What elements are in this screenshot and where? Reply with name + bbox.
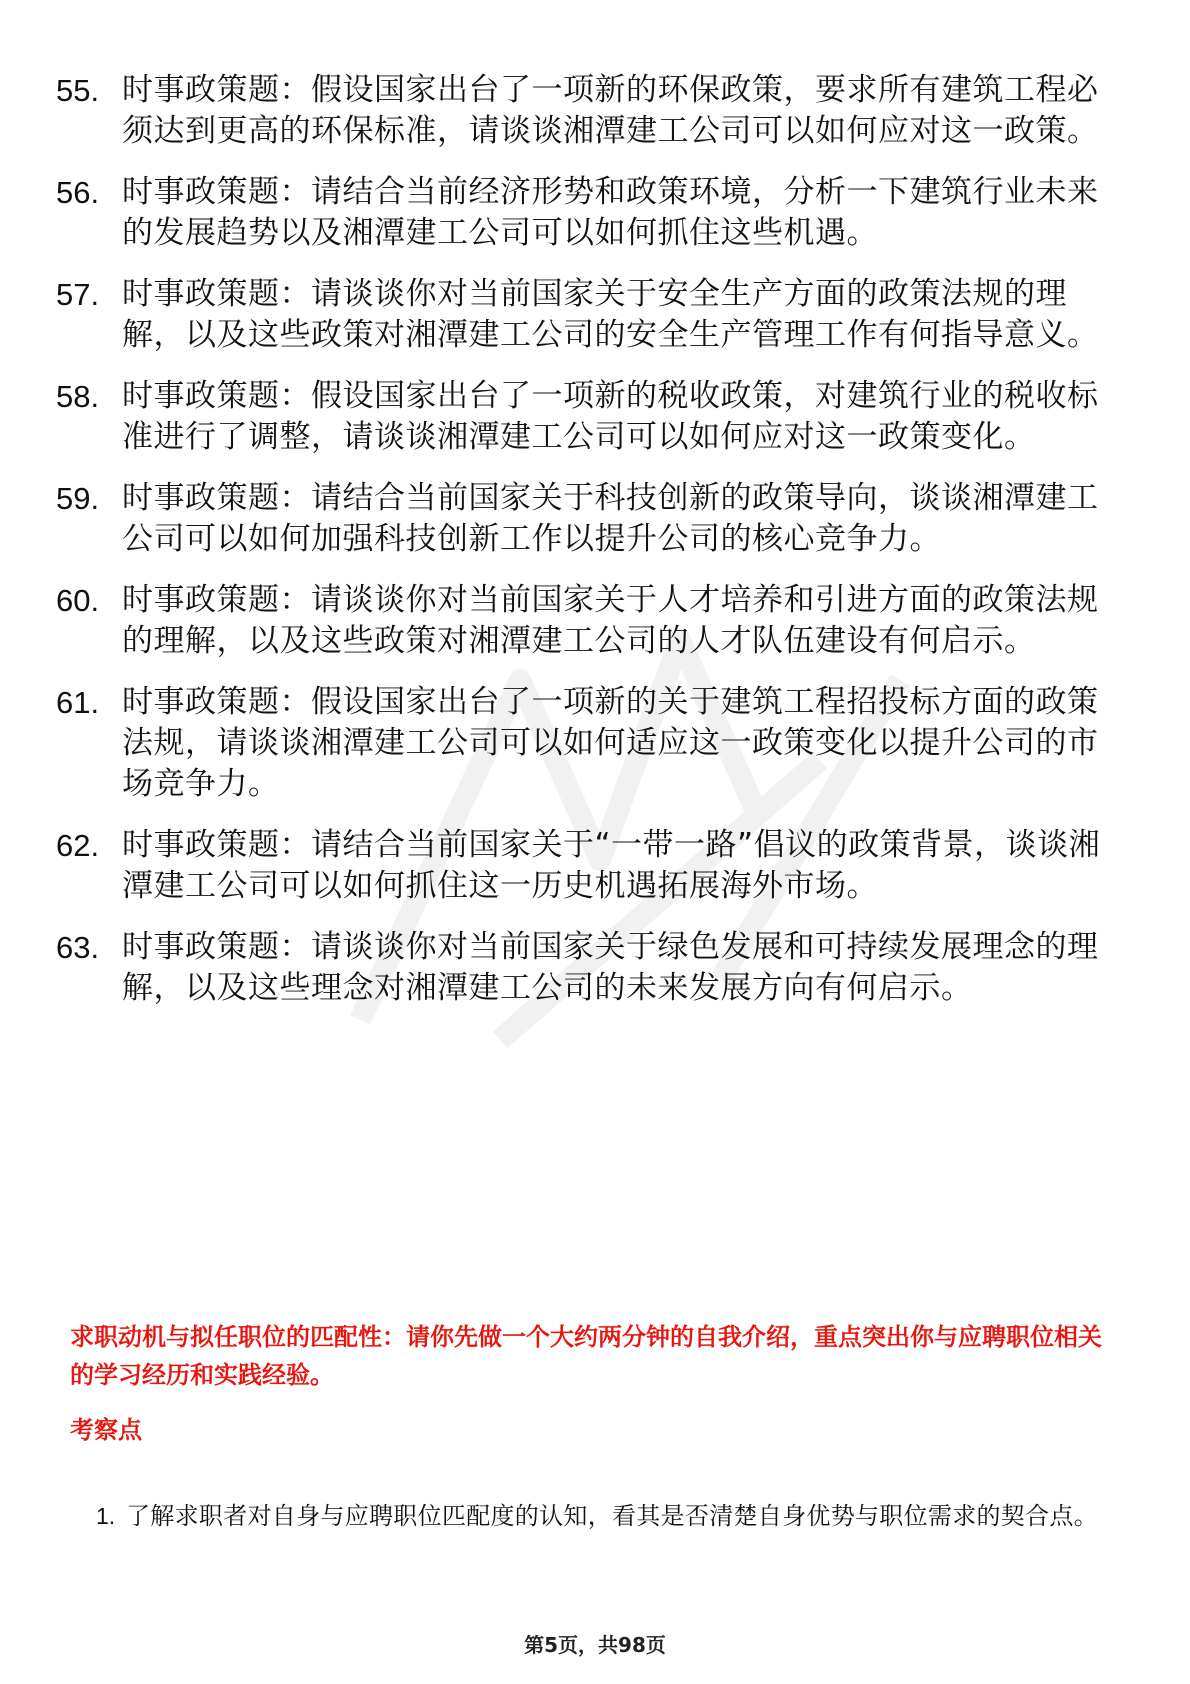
question-text: 时事政策题：请结合当前经济形势和政策环境，分析一下建筑行业未来的发展趋势以及湘潭建工公司可以如何抓住这些机遇。	[122, 174, 1099, 251]
question-item	[56, 825, 1116, 907]
observation-list	[96, 1480, 1116, 1552]
question-text: 时事政策题：请结合当前国家关于科技创新的政策导向，谈谈湘潭建工公司可以如何加强科技创新工作以提升公司的核心竞争力。	[122, 480, 1099, 557]
question-item	[56, 682, 1116, 805]
question-number: 58.	[56, 379, 100, 414]
observation-label: 考察点	[70, 1416, 142, 1444]
question-number: 62.	[56, 828, 100, 863]
section-heading: 求职动机与拟任职位的匹配性：请你先做一个大约两分钟的自我介绍，重点突出你与应聘职位相关的学习经历和实践经验。	[70, 1323, 1102, 1389]
question-text: 时事政策题：假设国家出台了一项新的环保政策，要求所有建筑工程必须达到更高的环保标准，请谈谈湘潭建工公司可以如何应对这一政策。	[122, 72, 1099, 149]
question-text: 时事政策题：请谈谈你对当前国家关于人才培养和引进方面的政策法规的理解，以及这些政策对湘潭建工公司的人才队伍建设有何启示。	[122, 582, 1099, 659]
question-text: 时事政策题：假设国家出台了一项新的关于建筑工程招投标方面的政策法规，请谈谈湘潭建工公司可以如何适应这一政策变化以提升公司的市场竞争力。	[122, 684, 1099, 802]
question-number: 59.	[56, 481, 100, 516]
question-item	[56, 927, 1116, 1009]
question-item	[56, 580, 1116, 662]
question-item	[56, 274, 1116, 356]
question-item	[56, 70, 1116, 152]
question-number: 56.	[56, 175, 100, 210]
question-text: 时事政策题：假设国家出台了一项新的税收政策，对建筑行业的税收标准进行了调整，请谈谈湘潭建工公司可以如何应对这一政策变化。	[122, 378, 1099, 455]
question-number: 60.	[56, 583, 100, 618]
question-list	[56, 70, 1116, 1029]
page-footer: 第5页，共98页	[524, 1633, 666, 1657]
question-text: 时事政策题：请谈谈你对当前国家关于绿色发展和可持续发展理念的理解，以及这些理念对湘潭建工公司的未来发展方向有何启示。	[122, 929, 1099, 1006]
question-number: 57.	[56, 277, 100, 312]
question-number: 61.	[56, 685, 100, 720]
question-item	[56, 172, 1116, 254]
question-number: 55.	[56, 73, 100, 108]
question-item	[56, 376, 1116, 458]
question-text: 时事政策题：请结合当前国家关于“一带一路”倡议的政策背景，谈谈湘潭建工公司可以如何抓住这一历史机遇拓展海外市场。	[122, 827, 1101, 904]
question-item	[56, 478, 1116, 560]
observation-text: 了解求职者对自身与应聘职位匹配度的认知，看其是否清楚自身优势与职位需求的契合点。	[126, 1502, 1098, 1530]
question-number: 63.	[56, 930, 100, 965]
question-text: 时事政策题：请谈谈你对当前国家关于安全生产方面的政策法规的理解，以及这些政策对湘潭建工公司的安全生产管理工作有何指导意义。	[122, 276, 1099, 353]
observation-item	[96, 1480, 1116, 1552]
observation-number: 1.	[96, 1503, 116, 1529]
